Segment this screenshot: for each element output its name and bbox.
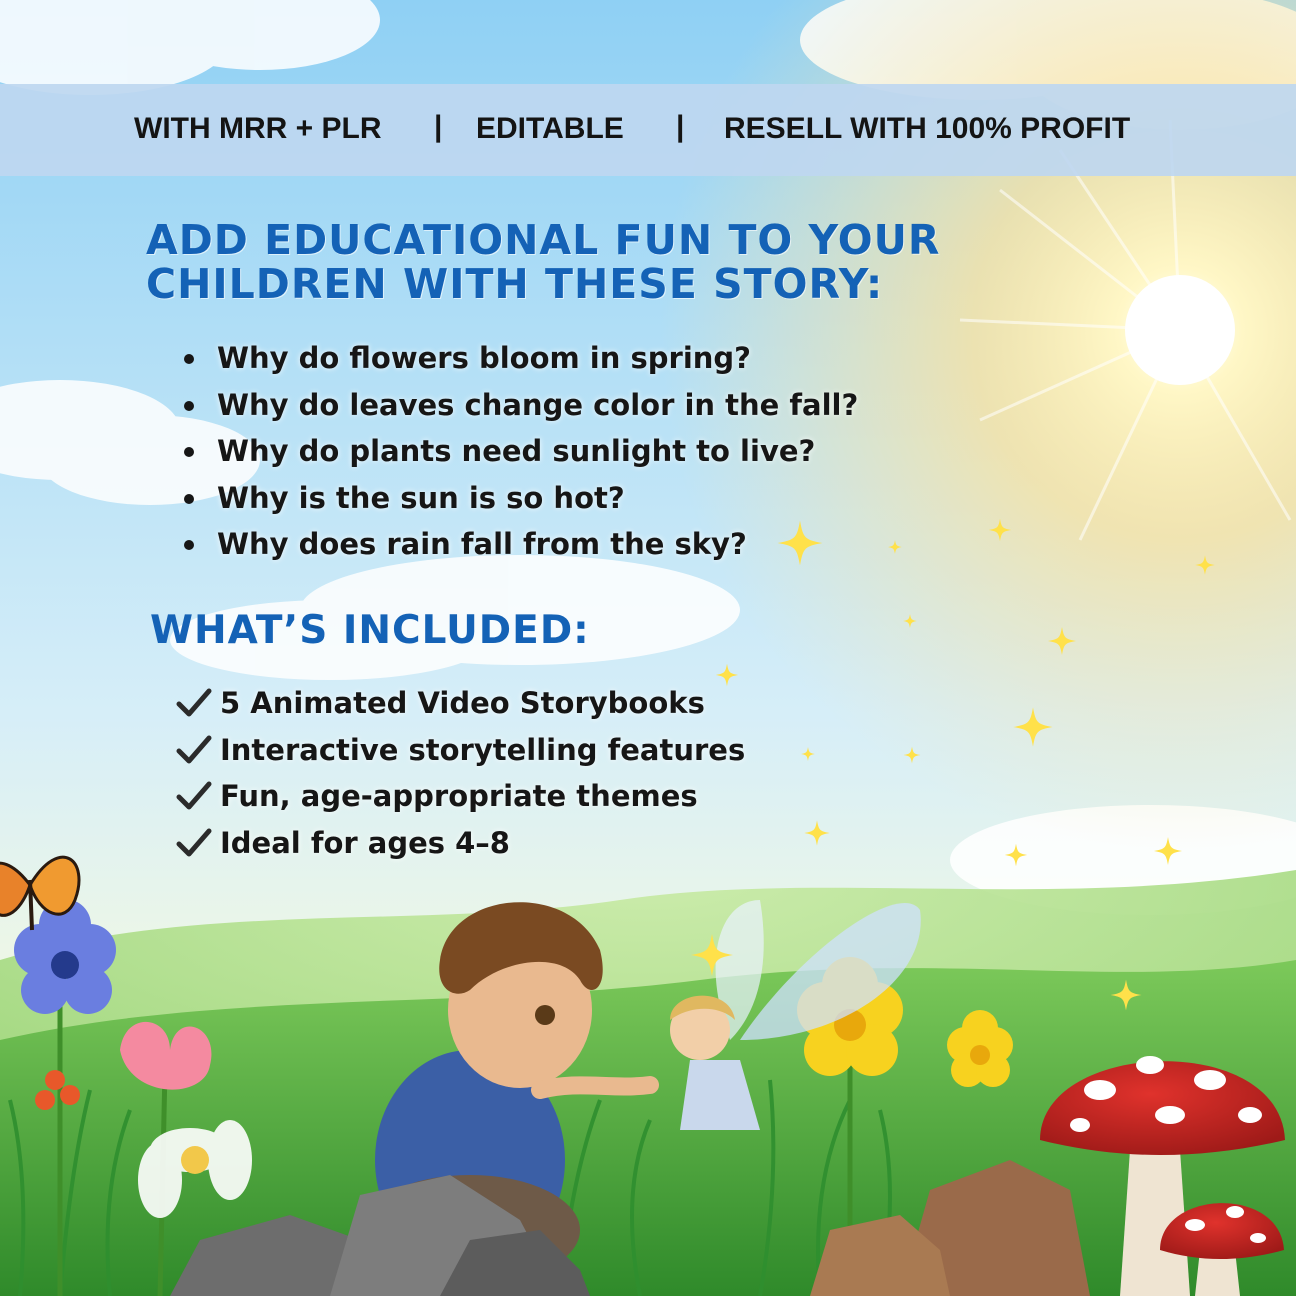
list-item [180, 338, 858, 385]
included-list [174, 682, 745, 868]
list-item [174, 822, 745, 869]
question-text: Why do plants need sunlight to live? [217, 434, 816, 468]
headline-line-2: CHILDREN WITH THESE STORY: [146, 260, 884, 308]
list-item [180, 478, 858, 525]
banner-separator: | [434, 110, 443, 143]
check-icon [176, 735, 212, 765]
list-item [174, 775, 745, 822]
check-icon [176, 688, 212, 718]
check-icon [176, 828, 212, 858]
list-item [180, 524, 858, 571]
question-text: Why does rain fall from the sky? [217, 527, 747, 561]
questions-list [180, 338, 858, 571]
list-item [174, 682, 745, 729]
list-item [180, 385, 858, 432]
banner-resell: RESELL WITH 100% PROFIT [724, 112, 1131, 145]
included-text: Ideal for ages 4–8 [220, 825, 510, 860]
list-item [180, 431, 858, 478]
question-text: Why do leaves change color in the fall? [217, 387, 859, 422]
banner-mrr-plr: WITH MRR + PLR [134, 112, 382, 145]
dot-icon [184, 401, 194, 411]
included-title: WHAT’S INCLUDED: [150, 608, 590, 653]
banner-separator: | [676, 110, 685, 143]
included-text: 5 Animated Video Storybooks [220, 686, 705, 720]
dot-icon [184, 447, 194, 457]
included-text: Interactive storytelling features [220, 732, 746, 767]
dot-icon [184, 540, 194, 550]
question-text: Why do flowers bloom in spring? [217, 341, 751, 375]
check-icon [176, 781, 212, 811]
banner-editable: EDITABLE [476, 112, 624, 145]
included-text: Fun, age-appropriate themes [220, 779, 698, 813]
list-item [174, 729, 745, 776]
question-text: Why is the sun is so hot? [217, 480, 625, 515]
dot-icon [184, 354, 194, 364]
dot-icon [184, 494, 194, 504]
headline-line-1: ADD EDUCATIONAL FUN TO YOUR [146, 216, 941, 264]
